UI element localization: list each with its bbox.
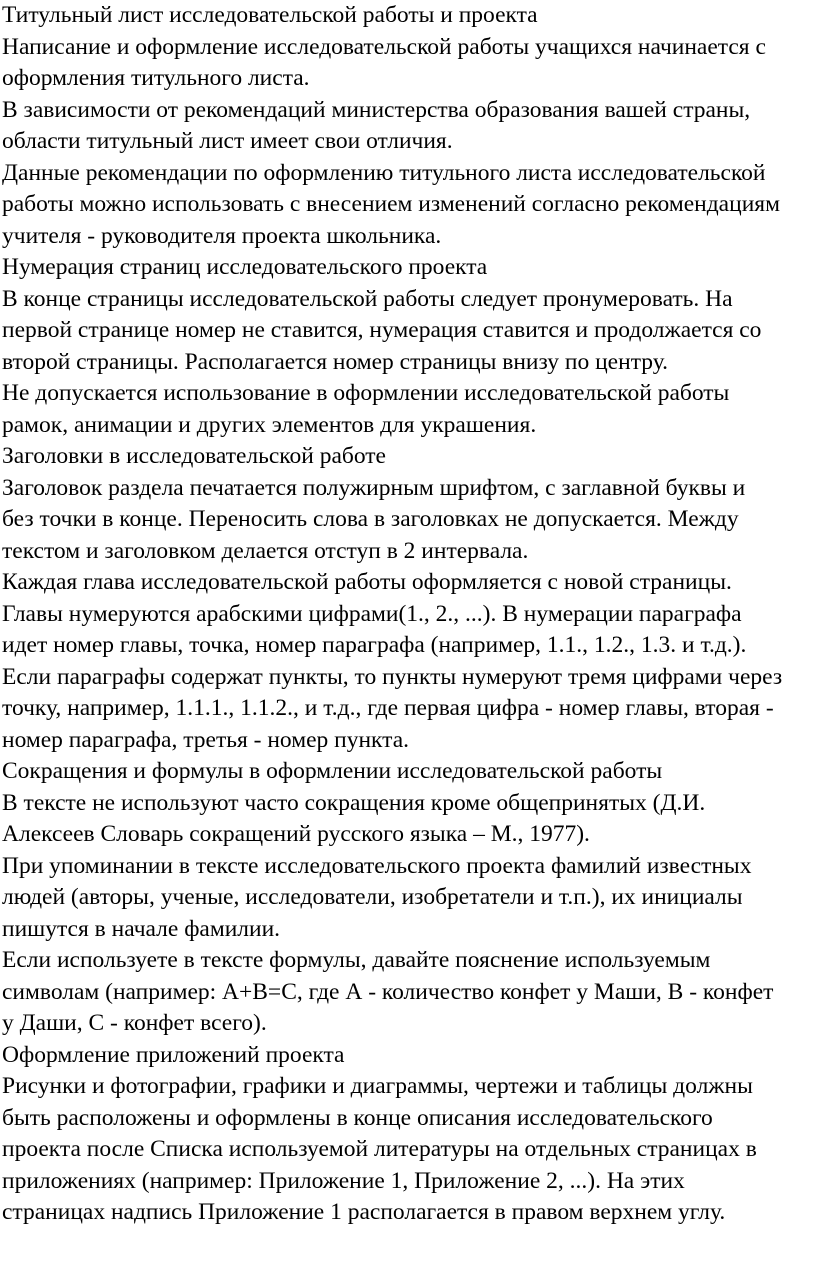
text-line: Данные рекомендации по оформлению титульного листа исследовательской: [2, 159, 766, 186]
text-line: При упоминании в тексте исследовательского проекта фамилий известных: [2, 852, 752, 879]
text-line: страницах надпись Приложение 1 располагается в правом верхнем углу.: [2, 1199, 726, 1225]
text-line: В конце страницы исследовательской работы следует пронумеровать. На: [2, 285, 733, 312]
text-line: номер параграфа, третья - номер пункта.: [2, 726, 410, 753]
text-line: В зависимости от рекомендаций министерства образования вашей страны,: [2, 96, 751, 123]
text-line: Каждая глава исследовательской работы оформляется с новой страницы.: [2, 569, 732, 595]
text-line: текстом и заголовком делается отступ в 2 интервала.: [2, 537, 529, 564]
text-line: Если параграфы содержат пункты, то пункты нумеруют тремя цифрами через: [2, 663, 783, 690]
text-line: работы можно использовать с внесением изменений согласно рекомендациям: [2, 191, 780, 217]
section-heading-appendices: Оформление приложений проекта: [2, 1041, 345, 1068]
text-line: Не допускается использование в оформлении исследовательской работы: [2, 380, 730, 406]
section-heading-headings: Заголовки в исследовательской работе: [2, 443, 386, 469]
section-heading-page-numbering: Нумерация страниц исследовательского проекта: [2, 254, 488, 280]
text-line: Главы нумеруются арабскими цифрами(1., 2., ...). В нумерации параграфа: [2, 600, 742, 627]
section-heading-title-page: Титульный лист исследовательской работы и проекта: [2, 2, 538, 28]
text-line: проекта после Списка используемой литературы на отдельных страницах в: [2, 1136, 757, 1162]
text-line: Заголовок раздела печатается полужирным шрифтом, с заглавной буквы и: [2, 474, 746, 501]
text-line: В тексте не используют часто сокращения кроме общепринятых (Д.И.: [2, 789, 706, 816]
text-line: точку, например, 1.1.1., 1.1.2., и т.д., где первая цифра - номер главы, вторая -: [2, 695, 774, 721]
text-line: второй страницы. Располагается номер страницы внизу по центру.: [2, 348, 668, 375]
text-line: приложениях (например: Приложение 1, Приложение 2, ...). На этих: [2, 1167, 685, 1194]
text-line: пишутся в начале фамилии.: [2, 915, 281, 942]
text-line: символам (например: А+В=С, где А - количество конфет у Маши, В - конфет: [2, 978, 774, 1005]
text-line: Если используете в тексте формулы, давайте пояснение используемым: [2, 947, 711, 973]
text-line: Рисунки и фотографии, графики и диаграммы, чертежи и таблицы должны: [2, 1073, 753, 1099]
text-line: Написание и оформление исследовательской работы учащихся начинается с: [2, 33, 766, 60]
text-line: первой странице номер не ставится, нумерация ставится и продолжается со: [2, 317, 762, 343]
text-line: рамок, анимации и других элементов для украшения.: [2, 411, 537, 438]
text-line: идет номер главы, точка, номер параграфа (например, 1.1., 1.2., 1.3. и т.д.).: [2, 632, 747, 658]
text-line: у Даши, С - конфет всего).: [2, 1010, 267, 1036]
text-line: без точки в конце. Переносить слова в заголовках не допускается. Между: [2, 506, 739, 532]
text-line: быть расположены и оформлены в конце описания исследовательского: [2, 1104, 713, 1131]
text-line: людей (авторы, ученые, исследователи, изобретатели и т.п.), их инициалы: [2, 884, 743, 910]
text-line: учителя - руководителя проекта школьника.: [2, 222, 442, 249]
text-line: оформления титульного листа.: [2, 65, 310, 91]
text-line: Алексеев Словарь сокращений русского языка – М., 1977).: [2, 821, 590, 847]
text-line: области титульный лист имеет свои отличия.: [2, 128, 453, 154]
section-heading-abbreviations: Сокращения и формулы в оформлении исследовательской работы: [2, 758, 663, 784]
